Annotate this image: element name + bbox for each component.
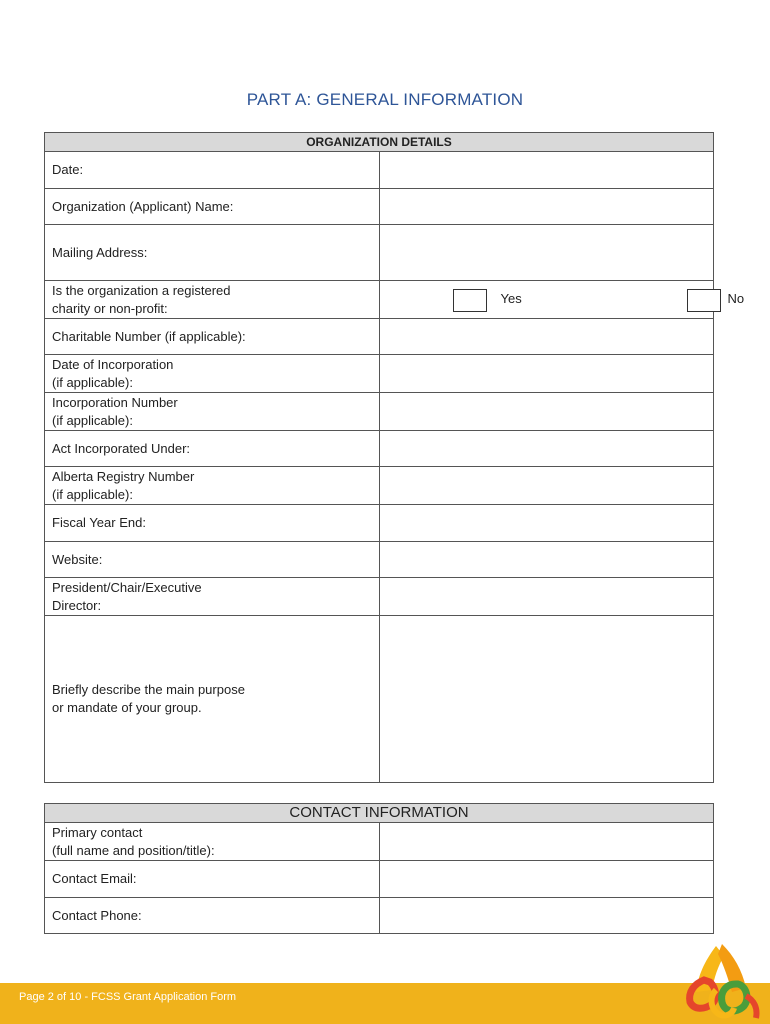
form-row-primary-contact (45, 823, 714, 861)
organization-details-table (44, 132, 745, 783)
main-purpose-field[interactable] (379, 616, 714, 783)
form-row-incorporation-number (45, 393, 714, 431)
form-row-mailing-address (45, 225, 714, 281)
contact-information-table (44, 803, 714, 934)
form-row-fiscal-year-end (45, 505, 714, 542)
form-label-act-incorporated-under: Act Incorporated Under: (45, 431, 380, 467)
charitable-number-field[interactable] (379, 319, 714, 355)
form-label-mailing-address: Mailing Address: (45, 225, 380, 281)
form-row-contact-email (45, 861, 714, 898)
incorporation-number-field[interactable] (379, 393, 714, 431)
form-row-registered-charity (45, 281, 714, 319)
date-of-incorporation-field[interactable] (379, 355, 714, 393)
date-field[interactable] (379, 152, 714, 189)
form-row-contact-phone (45, 898, 714, 934)
footer-text: Page 2 of 10 - FCSS Grant Application Form (19, 991, 237, 1003)
contact-phone-field[interactable] (379, 898, 714, 934)
form-label-main-purpose: Briefly describe the main purpose or mandate of your group. (45, 616, 380, 783)
form-label-primary-contact: Primary contact (full name and position/title): (45, 823, 380, 861)
form-row-act-incorporated-under (45, 431, 714, 467)
form-label-alberta-registry-number: Alberta Registry Number (if applicable): (45, 467, 380, 505)
primary-contact-field[interactable] (379, 823, 714, 861)
form-row-date-of-incorporation (45, 355, 714, 393)
form-row-charitable-number (45, 319, 714, 355)
page-footer (0, 983, 770, 1024)
form-label-organization-name: Organization (Applicant) Name: (45, 189, 380, 225)
form-label-president: President/Chair/Executive Director: (45, 578, 380, 616)
contact-information-header-row (45, 804, 714, 823)
no-checkbox[interactable] (687, 289, 721, 312)
alberta-registry-number-field[interactable] (379, 467, 714, 505)
organization-name-field[interactable] (379, 189, 714, 225)
no-label: No (727, 291, 745, 306)
page-title: PART A: GENERAL INFORMATION (246, 90, 524, 109)
registered-charity-choice-cell (379, 281, 745, 319)
contact-email-field[interactable] (379, 861, 714, 898)
form-label-contact-email: Contact Email: (45, 861, 380, 898)
form-label-registered-charity: Is the organization a registered charity or non-profit: (45, 281, 380, 319)
organization-details-header: ORGANIZATION DETAILS (45, 133, 714, 152)
form-row-website (45, 542, 714, 578)
contact-information-header: CONTACT INFORMATION (45, 804, 714, 823)
form-label-incorporation-number: Incorporation Number (if applicable): (45, 393, 380, 431)
organization-details-header-row (45, 133, 714, 152)
yes-label: Yes (500, 291, 522, 306)
fcss-logo-icon (676, 940, 770, 1024)
act-incorporated-under-field[interactable] (379, 431, 714, 467)
form-label-contact-phone: Contact Phone: (45, 898, 380, 934)
form-label-website: Website: (45, 542, 380, 578)
form-label-fiscal-year-end: Fiscal Year End: (45, 505, 380, 542)
form-row-alberta-registry-number (45, 467, 714, 505)
yes-checkbox[interactable] (453, 289, 487, 312)
fiscal-year-end-field[interactable] (379, 505, 714, 542)
form-label-date-of-incorporation: Date of Incorporation (if applicable): (45, 355, 380, 393)
form-label-date: Date: (45, 152, 380, 189)
form-row-main-purpose (45, 616, 714, 783)
mailing-address-field[interactable] (379, 225, 714, 281)
form-label-charitable-number: Charitable Number (if applicable): (45, 319, 380, 355)
form-row-president (45, 578, 714, 616)
form-row-date (45, 152, 714, 189)
president-field[interactable] (379, 578, 714, 616)
website-field[interactable] (379, 542, 714, 578)
form-row-organization-name (45, 189, 714, 225)
